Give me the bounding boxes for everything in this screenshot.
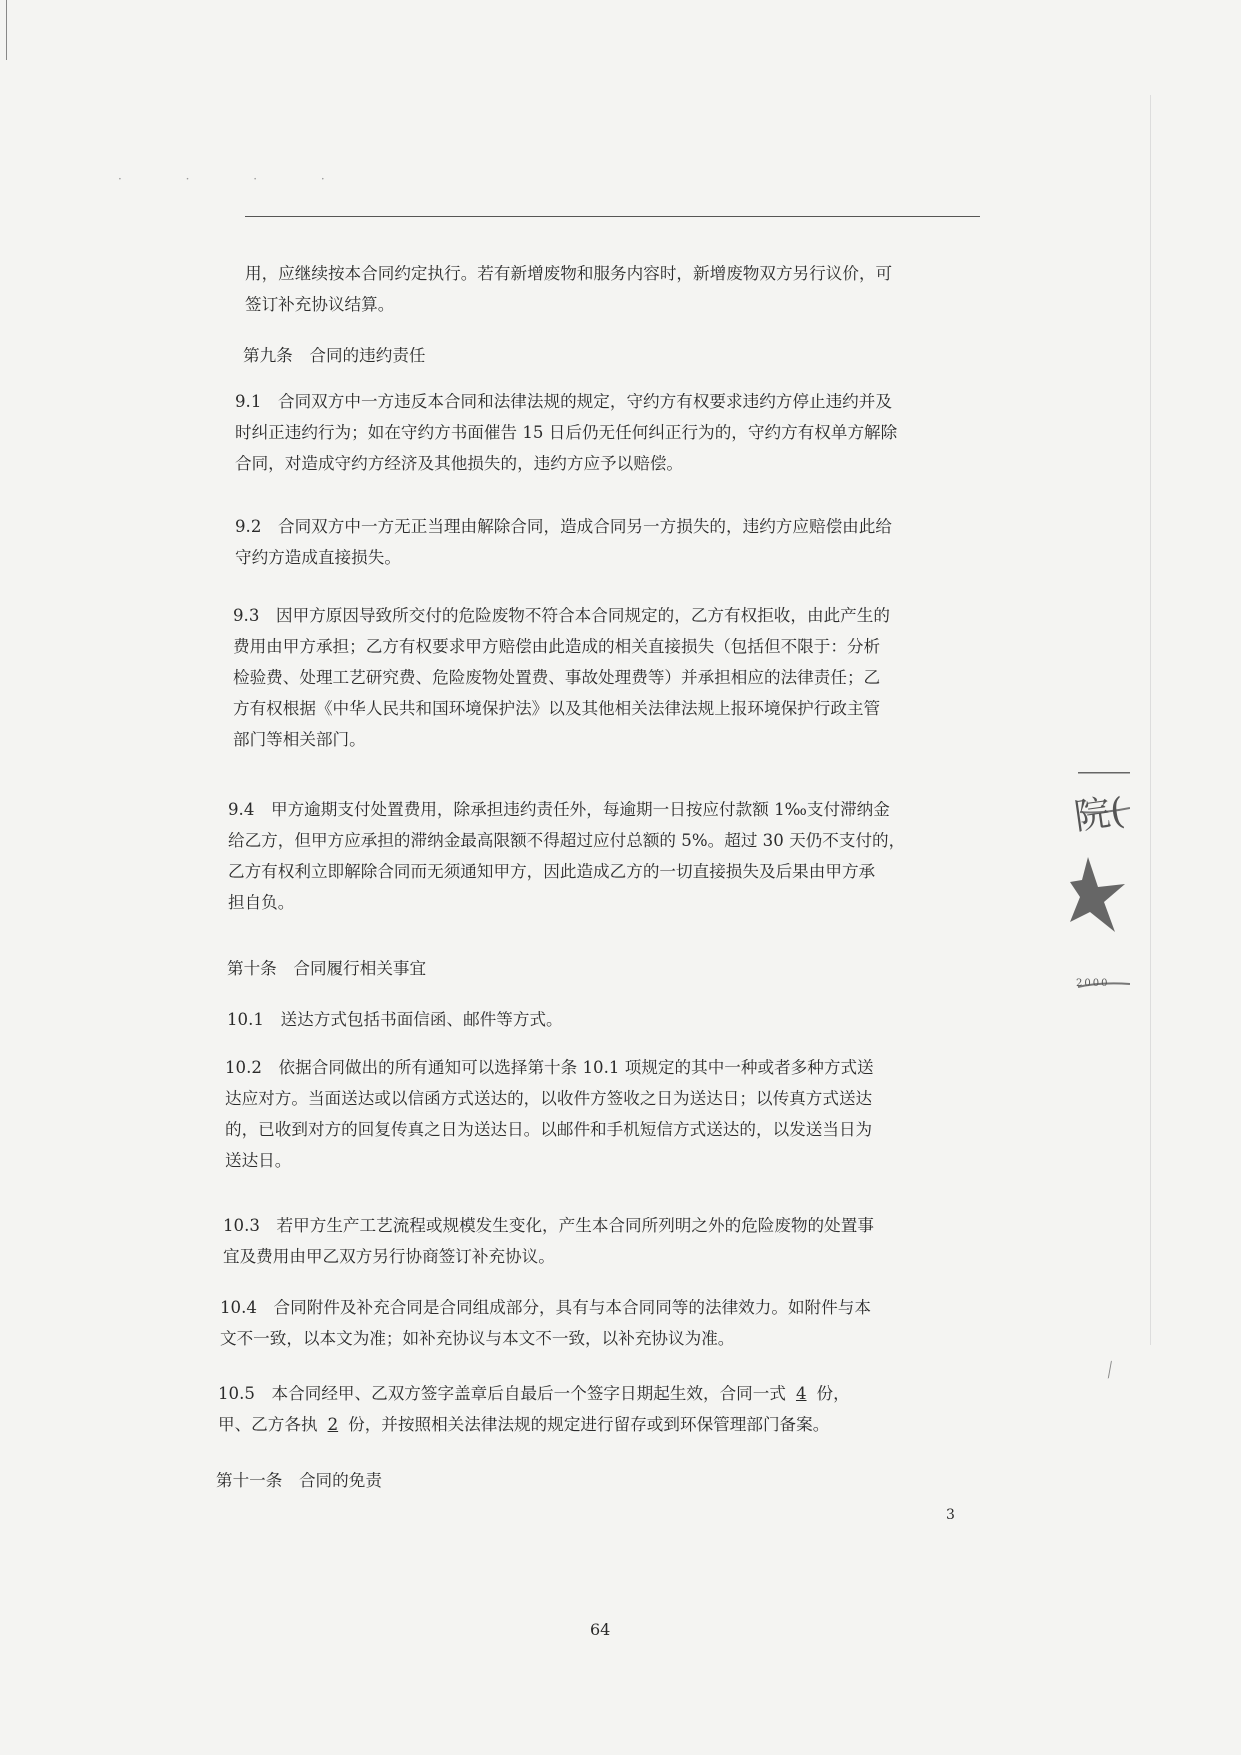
corner-page-number: 3 [946, 1507, 955, 1523]
clause-10-2 [225, 1052, 874, 1176]
text-line: 9.3 因甲方原因导致所交付的危险废物不符合本合同规定的，乙方有权拒收，由此产生的 [233, 606, 890, 625]
text-line [218, 1409, 850, 1440]
clause-9-4 [228, 794, 905, 918]
text-line: 10.1 送达方式包括书面信函、邮件等方式。 [227, 1010, 563, 1029]
heading-text: 第九条 合同的违约责任 [243, 346, 426, 365]
text-line: 10.2 依据合同做出的所有通知可以选择第十条 10.1 项规定的其中一种或者多种方式送 [225, 1058, 874, 1077]
text-line: 给乙方，但甲方应承担的滞纳金最高限额不得超过应付总额的 5%。超过 30 天仍不支付的， [228, 831, 906, 850]
text-line: 乙方有权利立即解除合同而无须通知甲方，因此造成乙方的一切直接损失及后果由甲方承 [228, 862, 876, 881]
text-line: 9.1 合同双方中一方违反本合同和法律法规的规定，守约方有权要求违约方停止违约并及 [235, 392, 892, 411]
text-line: 的，已收到对方的回复传真之日为送达日。以邮件和手机短信方式送达的，以发送当日为 [225, 1120, 873, 1139]
text-line: 10.3 若甲方生产工艺流程或规模发生变化，产生本合同所列明之外的危险废物的处置事 [223, 1216, 874, 1235]
text-line: 送达日。 [225, 1151, 292, 1170]
copies-each-field: 2 [327, 1415, 339, 1434]
clause-9-1 [235, 386, 897, 479]
text-line: 守约方造成直接损失。 [235, 548, 401, 567]
text-line: 费用由甲方承担；乙方有权要求甲方赔偿由此造成的相关直接损失（包括但不限于：分析 [233, 637, 881, 656]
scan-fold-line [1150, 95, 1151, 1345]
text-line: 用，应继续按本合同约定执行。若有新增废物和服务内容时，新增废物双方另行议价，可 [245, 264, 893, 283]
text-segment: 甲、乙方各执 [218, 1415, 318, 1434]
text-line: 部门等相关部门。 [233, 730, 366, 749]
scan-specks: · · · · [118, 172, 355, 186]
text-line [218, 1378, 850, 1409]
seal-text: 院( [1071, 790, 1128, 839]
text-line: 担自负。 [228, 893, 295, 912]
text-line: 10.4 合同附件及补充合同是合同组成部分，具有与本合同同等的法律效力。如附件与本 [220, 1298, 871, 1317]
text-segment: 10.5 本合同经甲、乙双方签字盖章后自最后一个签字日期起生效，合同一式 [218, 1384, 786, 1403]
copies-total-field: 4 [795, 1384, 807, 1403]
text-line: 9.4 甲方逾期支付处置费用，除承担违约责任外，每逾期一日按应付款额 1‰支付滞纳金 [228, 800, 890, 819]
section-heading-9 [243, 340, 426, 371]
clause-10-4 [220, 1292, 871, 1354]
text-line: 合同，对造成守约方经济及其他损失的，违约方应予以赔偿。 [235, 454, 684, 473]
text-segment: 份， [816, 1384, 850, 1403]
header-rule [245, 216, 980, 217]
text-line: 达应对方。当面送达或以信函方式送达的，以收件方签收之日为送达日；以传真方式送达 [225, 1089, 873, 1108]
text-line: 签订补充协议结算。 [245, 295, 395, 314]
text-line: 文不一致，以本文为准；如补充协议与本文不一致，以补充协议为准。 [220, 1329, 735, 1348]
clause-10-5 [218, 1378, 850, 1440]
heading-text: 第十一条 合同的免责 [216, 1471, 382, 1490]
clause-9-2 [235, 511, 892, 573]
clause-10-1 [227, 1004, 563, 1035]
page-number: 64 [590, 1620, 611, 1639]
text-line: 方有权根据《中华人民共和国环境保护法》以及其他相关法律法规上报环境保护行政主管 [233, 699, 881, 718]
clause-9-3 [233, 600, 890, 755]
text-line: 宜及费用由甲乙双方另行协商签订补充协议。 [223, 1247, 555, 1266]
clause-10-3 [223, 1210, 874, 1272]
text-segment: 份，并按照相关法律法规的规定进行留存或到环保管理部门备案。 [348, 1415, 830, 1434]
text-line: 时纠正违约行为；如在守约方书面催告 15 日后仍无任何纠正行为的，守约方有权单方解除 [235, 423, 898, 442]
section-heading-10 [227, 953, 426, 984]
heading-text: 第十条 合同履行相关事宜 [227, 959, 427, 978]
text-line: 检验费、处理工艺研究费、危险废物处置费、事故处理费等）并承担相应的法律责任；乙 [233, 668, 881, 687]
section-heading-11 [216, 1465, 382, 1496]
paragraph-continuation [245, 258, 892, 320]
seal-star-icon [1070, 857, 1125, 932]
scan-edge-line [6, 0, 7, 60]
margin-mark: ⟋ [1099, 1358, 1122, 1383]
text-line: 9.2 合同双方中一方无正当理由解除合同，造成合同另一方损失的，违约方应赔偿由此给 [235, 517, 892, 536]
seal-number: 2000 [1076, 978, 1110, 989]
